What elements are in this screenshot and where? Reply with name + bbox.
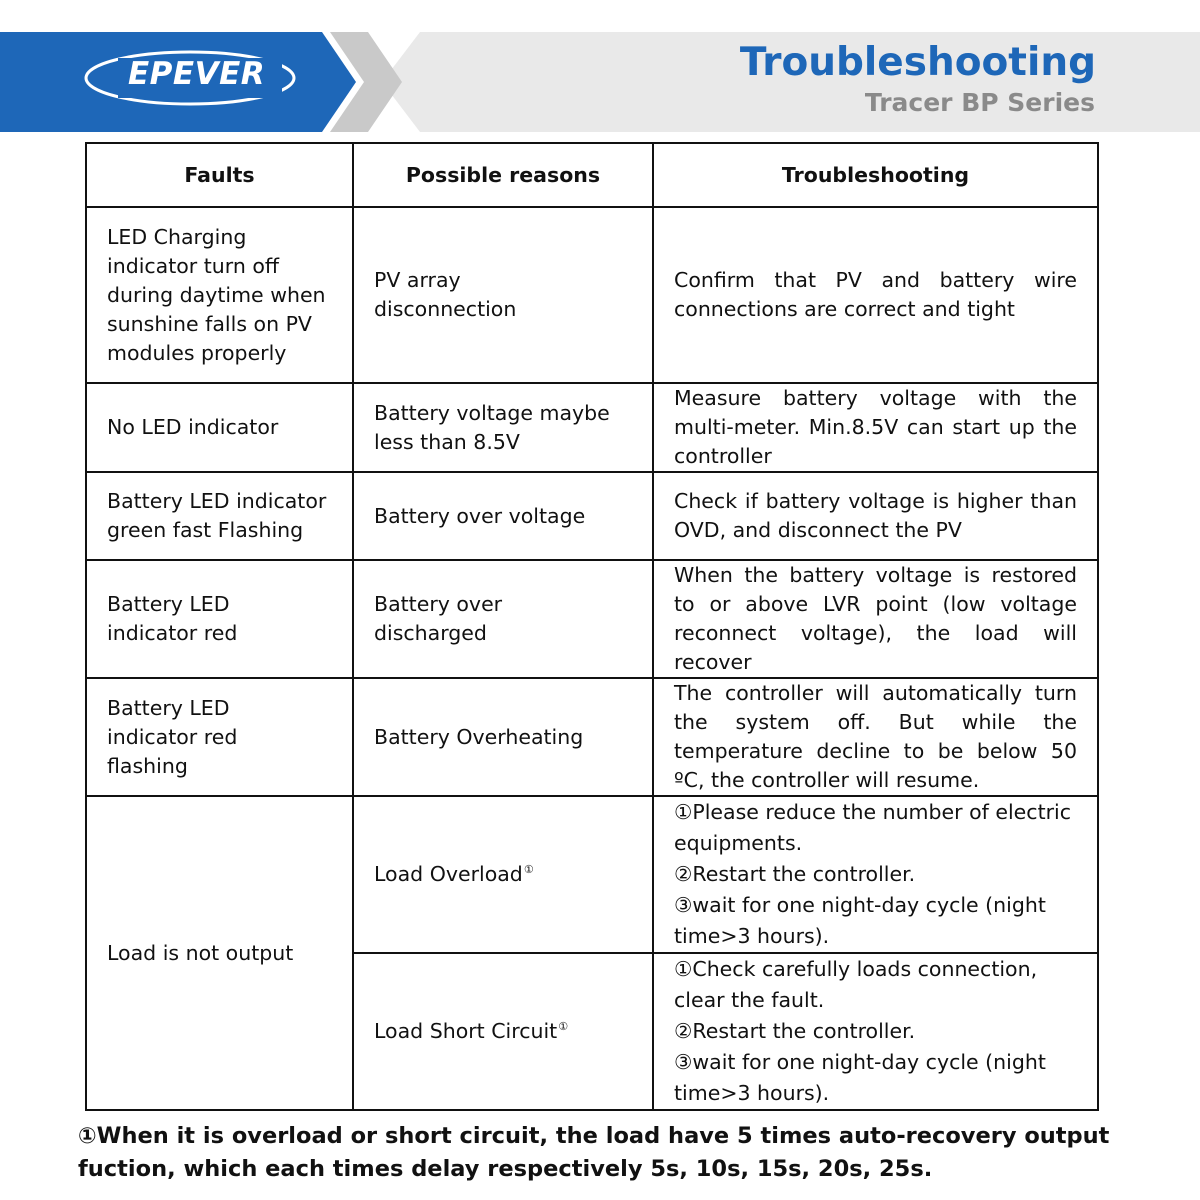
- footnote-reference: ①: [523, 863, 534, 877]
- reason-cell: Battery Overheating: [353, 678, 653, 796]
- brand-logo: EPEVER: [128, 56, 266, 92]
- column-header-faults: Faults: [86, 143, 353, 207]
- troubleshooting-table: [85, 142, 1099, 1111]
- table-row: [86, 678, 1098, 796]
- fault-cell: Battery LED indicator red flashing: [86, 678, 353, 796]
- troubleshooting-cell: [653, 796, 1098, 953]
- troubleshooting-step: ②Restart the controller.: [674, 1019, 916, 1043]
- footnote-reference: ①: [558, 1020, 569, 1034]
- footnote-mark: ①: [78, 1124, 97, 1149]
- column-header-reasons: Possible reasons: [353, 143, 653, 207]
- reason-cell: PV array disconnection: [353, 207, 653, 383]
- troubleshooting-cell: Check if battery voltage is higher than OVD, and disconnect the PV: [653, 472, 1098, 560]
- fault-cell: No LED indicator: [86, 383, 353, 472]
- troubleshooting-step: ②Restart the controller.: [674, 862, 916, 886]
- troubleshooting-cell: Confirm that PV and battery wire connections are correct and tight: [653, 207, 1098, 383]
- reason-cell: [353, 953, 653, 1110]
- troubleshooting-cell: When the battery voltage is restored to or above LVR point (low voltage reconnect voltage), the load will recover: [653, 560, 1098, 678]
- troubleshooting-step: ①Please reduce the number of electric equipments.: [674, 800, 1071, 855]
- table-row: [86, 796, 1098, 953]
- page-title: Troubleshooting: [739, 40, 1096, 85]
- page-header: [0, 0, 1200, 135]
- column-header-troubleshooting: Troubleshooting: [653, 143, 1098, 207]
- reason-cell: Battery over discharged: [353, 560, 653, 678]
- reason-cell: Battery voltage maybe less than 8.5V: [353, 383, 653, 472]
- reason-cell: [353, 796, 653, 953]
- fault-cell: LED Charging indicator turn off during daytime when sunshine falls on PV modules properly: [86, 207, 353, 383]
- footnote-text: When it is overload or short circuit, the load have 5 times auto-recovery output fuction, which each times delay respectively 5s, 10s, 15s, 20s, 25s.: [78, 1123, 1110, 1182]
- troubleshooting-cell: The controller will automatically turn the system off. But while the temperature decline to be below 50 ºC, the controller will resume.: [653, 678, 1098, 796]
- table-row: [86, 560, 1098, 678]
- table-row: [86, 383, 1098, 472]
- page-subtitle: Tracer BP Series: [864, 88, 1095, 117]
- reason-text: Load Overload: [374, 862, 523, 886]
- table-header-row: [86, 143, 1098, 207]
- footnote: [78, 1120, 1118, 1185]
- reason-cell: Battery over voltage: [353, 472, 653, 560]
- troubleshooting-step: ①Check carefully loads connection, clear the fault.: [674, 957, 1038, 1012]
- table-row: [86, 207, 1098, 383]
- troubleshooting-step: ③wait for one night-day cycle (night time>3 hours).: [674, 1050, 1046, 1105]
- table-row: [86, 472, 1098, 560]
- fault-cell: Battery LED indicator green fast Flashing: [86, 472, 353, 560]
- troubleshooting-cell: Measure battery voltage with the multi-meter. Min.8.5V can start up the controller: [653, 383, 1098, 472]
- fault-cell: Load is not output: [86, 796, 353, 1110]
- fault-cell: Battery LED indicator red: [86, 560, 353, 678]
- troubleshooting-step: ③wait for one night-day cycle (night time>3 hours).: [674, 893, 1046, 948]
- troubleshooting-cell: [653, 953, 1098, 1110]
- reason-text: Load Short Circuit: [374, 1019, 558, 1043]
